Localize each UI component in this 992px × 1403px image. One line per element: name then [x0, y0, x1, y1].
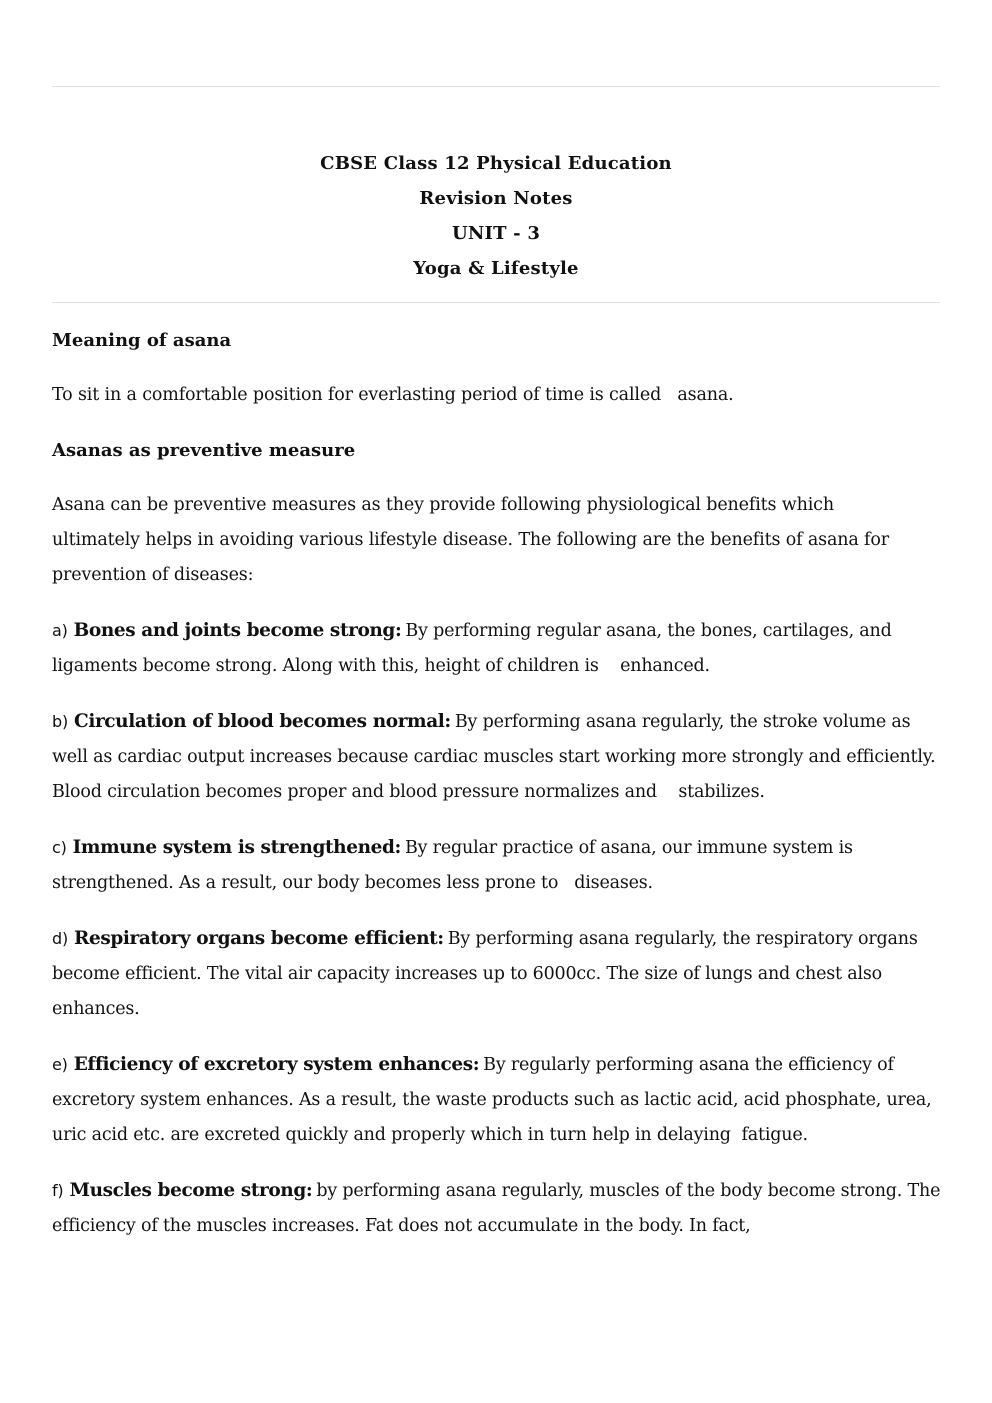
- benefit-marker: c): [52, 838, 67, 857]
- benefit-title: Muscles become strong:: [69, 1180, 313, 1201]
- benefit-item: [52, 921, 944, 1027]
- benefit-marker: d): [52, 929, 68, 948]
- benefit-marker: e): [52, 1055, 68, 1074]
- benefit-item: [52, 1173, 944, 1244]
- benefit-text: By performing asana regularly, the respiratory organs become efficient. The vital air capacity increases up to 6000cc. The size of lungs and chest also enhances.: [52, 929, 924, 1019]
- header-title: CBSE Class 12 Physical Education: [320, 153, 672, 174]
- meaning-paragraph: To sit in a comfortable position for everlasting period of time is called asana.: [52, 385, 734, 405]
- benefit-marker: f): [52, 1181, 64, 1200]
- header-bottom-divider: [52, 302, 940, 303]
- top-divider: [52, 86, 940, 87]
- benefit-item: [52, 613, 944, 684]
- header-subtitle: Revision Notes: [419, 188, 573, 209]
- document-header: [52, 146, 940, 286]
- preventive-heading: Asanas as preventive measure: [52, 440, 356, 461]
- meaning-heading: Meaning of asana: [52, 330, 232, 351]
- benefit-marker: b): [52, 712, 68, 731]
- document-body: [52, 323, 944, 1264]
- benefit-text: By performing regular asana, the bones, cartilages, and ligaments become strong. Along with this, height of children is enhanced.: [52, 621, 897, 676]
- benefit-title: Bones and joints become strong:: [73, 620, 402, 641]
- benefit-item: [52, 704, 944, 810]
- benefit-text: By performing asana regularly, the stroke volume as well as cardiac output increases because cardiac muscles start working more strongly and efficiently. Blood circulation becomes proper and blood pressure normalizes and stabilizes.: [52, 712, 941, 802]
- benefit-title: Immune system is strengthened:: [72, 837, 401, 858]
- benefit-text: by performing asana regularly, muscles of the body become strong. The efficiency of the muscles increases. Fat does not accumulate in the body. In fact,: [52, 1181, 946, 1236]
- benefit-title: Respiratory organs become efficient:: [74, 928, 444, 949]
- header-unit: UNIT - 3: [451, 223, 541, 244]
- benefit-title: Circulation of blood becomes normal:: [74, 711, 451, 732]
- benefit-item: [52, 830, 944, 901]
- preventive-paragraph: Asana can be preventive measures as they provide following physiological benefits which ultimately helps in avoiding various lifestyle disease. The following are the benefits of asana for prevention of diseases:: [52, 495, 889, 585]
- benefit-text: By regularly performing asana the efficiency of excretory system enhances. As a result, the waste products such as lactic acid, acid phosphate, urea, uric acid etc. are excreted quickly and properly which in turn help in delaying fatigue.: [52, 1055, 937, 1145]
- benefit-marker: a): [52, 621, 68, 640]
- benefit-text: By regular practice of asana, our immune system is strengthened. As a result, our body becomes less prone to diseases.: [52, 838, 859, 893]
- benefit-item: [52, 1047, 944, 1153]
- header-topic: Yoga & Lifestyle: [413, 258, 579, 279]
- benefit-title: Efficiency of excretory system enhances:: [73, 1054, 480, 1075]
